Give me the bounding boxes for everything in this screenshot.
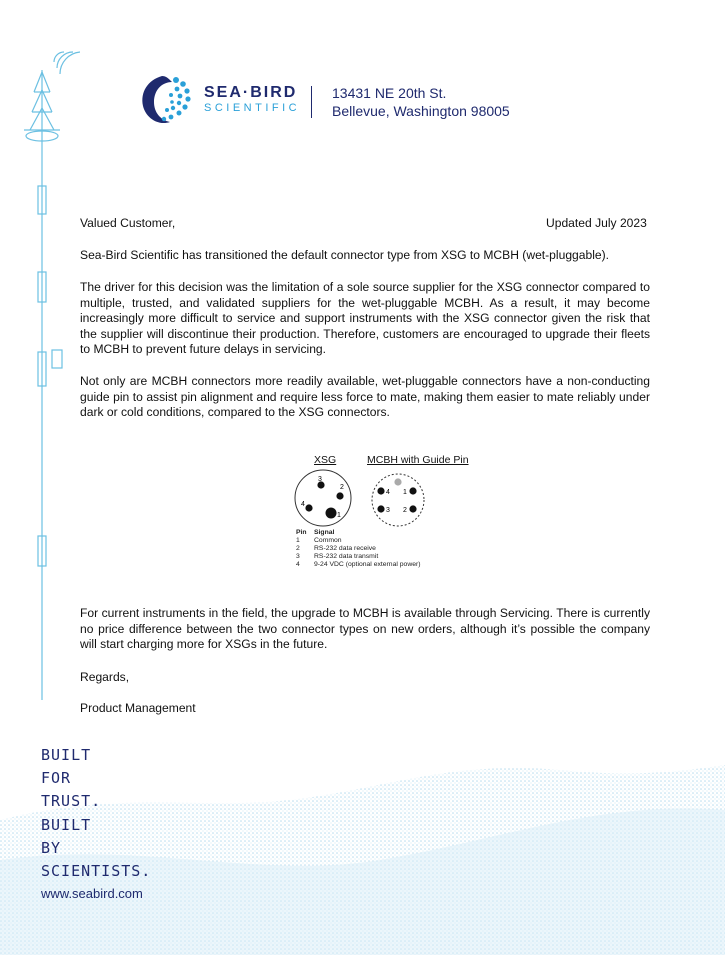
pin-signal: 9-24 VDC (optional external power) (314, 561, 421, 569)
updated-date: Updated July 2023 (546, 216, 647, 230)
xsg-pin-1: 1 (337, 512, 341, 519)
table-row (296, 545, 421, 553)
slogan-built-by-scientists (41, 814, 151, 883)
pin-number: 3 (296, 553, 300, 561)
paragraph-upgrade: For current instruments in the field, the upgrade to MCBH is available through Servicing. There is currently no price difference between the two connector types on new orders, although it’s possible the company will start charging more for XSGs in the future. (80, 606, 650, 652)
sea-bird-logo-icon (140, 72, 196, 128)
signature: Product Management (80, 701, 196, 715)
pin-header: Pin (296, 529, 307, 536)
connector-diagram (290, 468, 440, 530)
pin-number: 1 (296, 537, 300, 545)
pin-table-header (296, 529, 421, 537)
address-street: 13431 NE 20th St. (332, 85, 447, 101)
paragraph-reason: The driver for this decision was the limitation of a sole source supplier for the XSG connector compared to multiple, trusted, and validated suppliers for the wet-pluggable MCBH. As a result, it may become increasingly more difficult to service and support instruments with the XSG connector given the risk that the supplier will discontinue their production. Therefore, customers are encouraged to upgrade their fleets to MCBH to prevent future delays in servicing. (80, 280, 650, 357)
slogan-line: TRUST. (41, 792, 102, 810)
signal-header: Signal (314, 529, 335, 536)
slogan-line: FOR (41, 769, 72, 787)
header-divider (311, 86, 312, 118)
pin-number: 2 (296, 545, 300, 553)
slogan-line: BY (41, 839, 62, 857)
mcbh-pin-1: 1 (403, 489, 407, 496)
logo-wordmark: SEA·BIRD (204, 84, 298, 101)
pin-signal: Common (314, 537, 342, 545)
mcbh-label: MCBH with Guide Pin (367, 454, 469, 466)
table-row (296, 553, 421, 561)
greeting: Valued Customer, (80, 216, 176, 230)
mooring-line-graphic (0, 0, 90, 720)
pin-signal-table (296, 529, 421, 569)
address-block (332, 84, 510, 120)
paragraph-intro: Sea-Bird Scientific has transitioned the default connector type from XSG to MCBH (wet-pluggable). (80, 248, 610, 262)
slogan-line: BUILT (41, 746, 92, 764)
xsg-label: XSG (314, 454, 337, 466)
pin-signal: RS-232 data receive (314, 545, 376, 553)
slogan-built-for-trust (41, 744, 101, 813)
xsg-pin-3: 3 (318, 476, 322, 483)
pin-signal: RS-232 data transmit (314, 553, 379, 561)
slogan-line: BUILT (41, 816, 92, 834)
table-row (296, 537, 421, 545)
mcbh-connector (372, 474, 424, 526)
mcbh-pin-3: 3 (386, 507, 390, 514)
mcbh-pin-2: 2 (403, 507, 407, 514)
pin-number: 4 (296, 561, 300, 569)
website-link[interactable]: www.seabird.com (41, 886, 143, 901)
logo-subtitle: SCIENTIFIC (204, 102, 301, 114)
slogan-line: SCIENTISTS. (41, 862, 152, 880)
table-row (296, 561, 421, 569)
xsg-pin-4: 4 (301, 501, 305, 508)
xsg-pin-2: 2 (340, 484, 344, 491)
paragraph-benefits: Not only are MCBH connectors more readily available, wet-pluggable connectors have a non-conducting guide pin to assist pin alignment and require less force to mate, making them easier to mate reliably under dark or cold conditions, compared to the XSG connectors. (80, 374, 650, 420)
mcbh-pin-4: 4 (386, 489, 390, 496)
xsg-connector (295, 470, 351, 526)
address-city: Bellevue, Washington 98005 (332, 103, 510, 119)
closing: Regards, (80, 670, 130, 684)
